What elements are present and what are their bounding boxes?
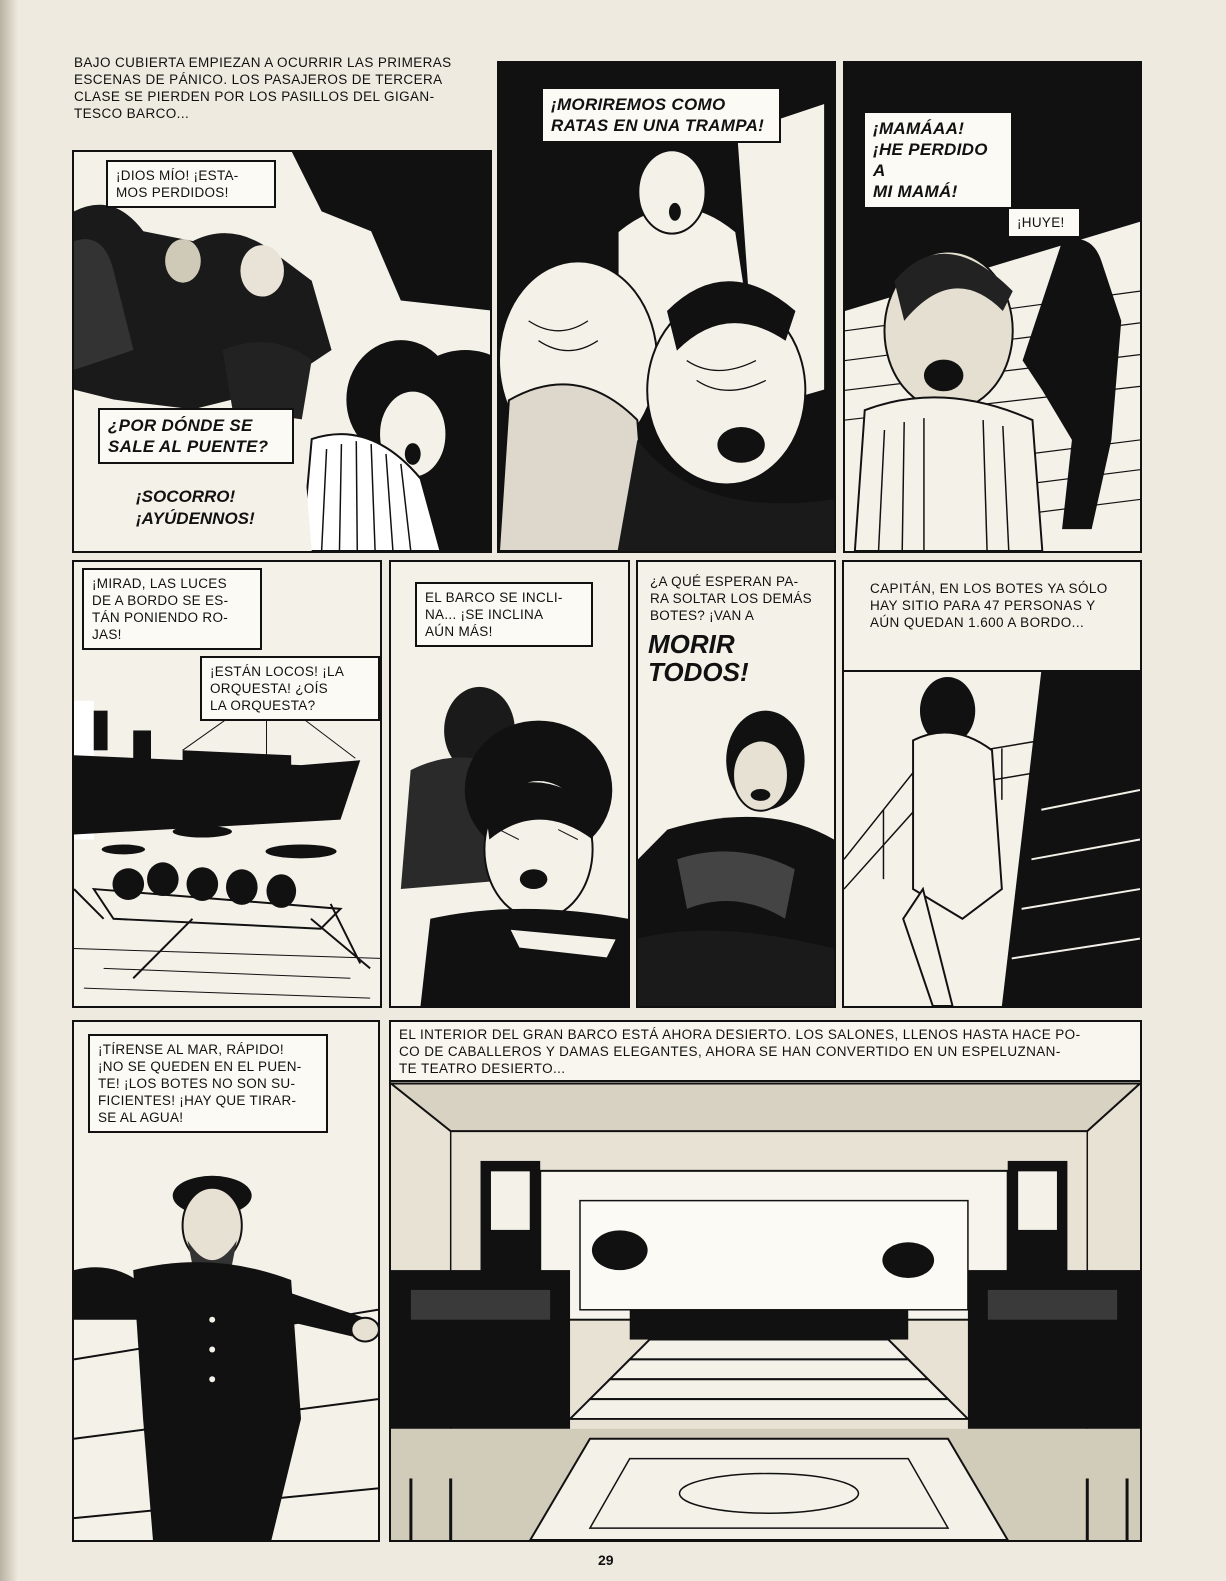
panel-lost-child [843,61,1142,553]
speech-balloon-mamaa: ¡MAMÁAA! ¡HE PERDIDO A MI MAMÁ! [863,111,1013,209]
speech-balloon-estan-locos: ¡ESTÁN LOCOS! ¡LA ORQUESTA! ¿OÍS LA ORQUESTA? [200,656,380,721]
speech-text-socorro: ¡SOCORRO! ¡AYÚDENNOS! [136,487,255,528]
panel-sailor-lifeboats [636,560,836,1008]
panel-officer-railing [72,1020,380,1542]
panel-empty-salon [389,1020,1142,1542]
speech-balloon-mirad-luces: ¡MIRAD, LAS LUCES DE A BORDO SE ES- TÁN PONIENDO RO- JAS! [82,568,262,650]
row3-salon-caption: EL INTERIOR DEL GRAN BARCO ESTÁ AHORA DESIERTO. LOS SALONES, LLENOS HASTA HACE PO- CO DE CABALLEROS Y DAMAS ELEGANTES, AHORA SE HAN CONVERTIDO EN UN ESPELUZNAN- TE TEATRO DESIERTO... [389,1020,1142,1082]
speech-balloon-a-que-esperan: ¿A QUÉ ESPERAN PA- RA SOLTAR LOS DEMÁS BOTES? ¡VAN A [650,574,812,623]
speech-balloon-dios-mio: ¡DIOS MÍO! ¡ESTA- MOS PERDIDOS! [106,160,276,208]
speech-balloon-barco-inclina: EL BARCO SE INCLI- NA... ¡SE INCLINA AÚN MÁS! [415,582,593,647]
speech-balloon-tirense-al-mar: ¡TÍRENSE AL MAR, RÁPIDO! ¡NO SE QUEDEN EN EL PUEN- TE! ¡LOS BOTES NO SON SU- FICIENTES! ¡HAY QUE TIRAR- SE AL AGUA! [88,1034,328,1133]
page-number: 29 [598,1552,614,1568]
speech-balloon-moriremos: ¡MORIREMOS COMO RATAS EN UNA TRAMPA! [541,87,781,143]
panel-crowd-corridor [72,150,492,553]
speech-balloon-por-donde: ¿POR DÓNDE SE SALE AL PUENTE? [98,408,294,464]
row1-caption: BAJO CUBIERTA EMPIEZAN A OCURRIR LAS PRIMERAS ESCENAS DE PÁNICO. LOS PASAJEROS DE TERCERA CLASE SE PIERDEN POR LOS PASILLOS DEL GIGAN- TESCO BARCO... [74,55,452,121]
page-spine-shadow [0,0,18,1581]
panel-ship-tilting [389,560,630,1008]
speech-text-morir-todos: MORIR TODOS! [648,629,749,687]
empty-salon-illustration [391,1022,1140,1540]
panel-trapped-rats [497,61,836,553]
row2-captain-caption: CAPITÁN, EN LOS BOTES YA SÓLO HAY SITIO PARA 47 PERSONAS Y AÚN QUEDAN 1.600 A BORDO... [870,581,1108,630]
speech-balloon-huye: ¡HUYE! [1007,207,1081,238]
panel-ship-lifeboats [72,560,382,1008]
